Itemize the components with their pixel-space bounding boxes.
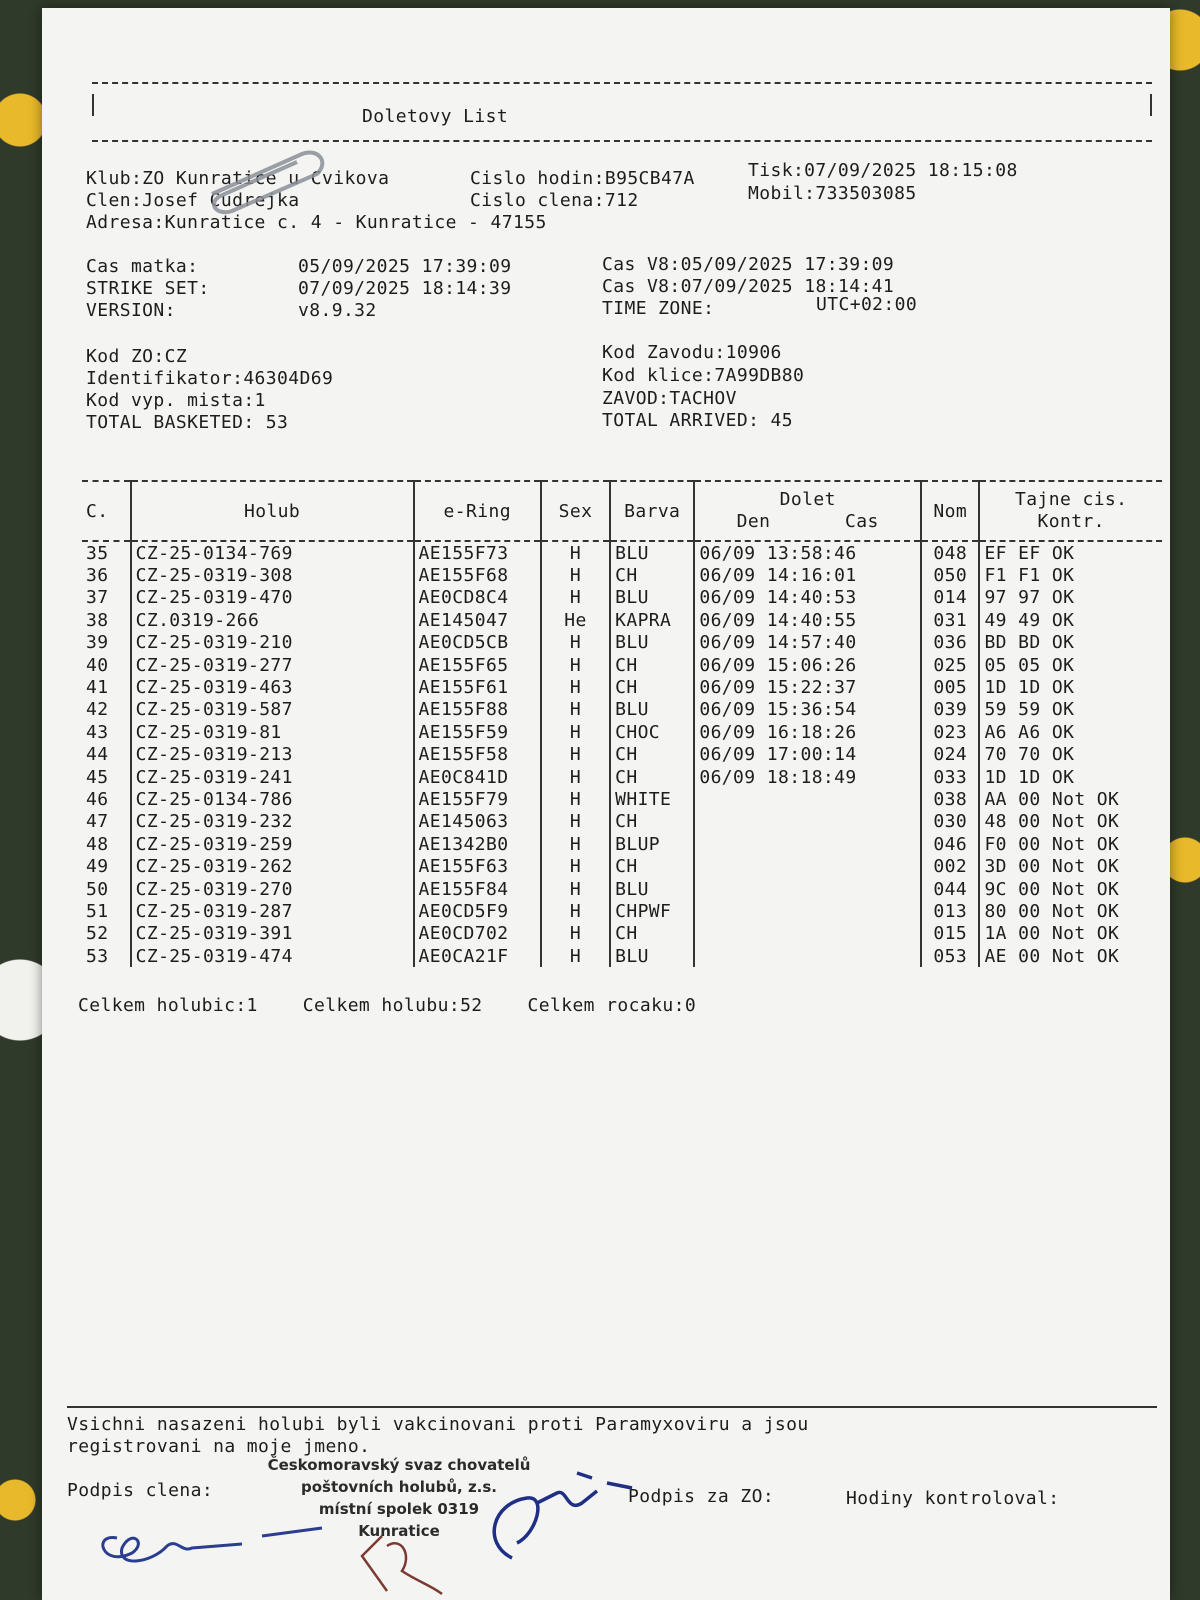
cas-matka-value: 05/09/2025 17:39:09 [298, 256, 512, 277]
cell-holub: CZ-25-0319-241 [131, 766, 414, 788]
cell-dolet [694, 900, 921, 922]
cell-nom: 046 [921, 833, 979, 855]
col-header-c: C. [82, 481, 131, 541]
vaccination-statement-line2: registrovani na moje jmeno. [67, 1436, 371, 1457]
cell-nom: 038 [921, 788, 979, 810]
total-arrived: TOTAL ARRIVED: 45 [602, 410, 794, 431]
cell-barva: KAPRA [610, 609, 694, 631]
strike-set-value: 07/09/2025 18:14:39 [298, 278, 512, 299]
cell-dolet: 06/09 16:18:26 [694, 721, 921, 743]
cell-ering: AE0CD5CB [414, 632, 541, 654]
cell-c: 51 [86, 900, 109, 922]
cell-barva: CH [610, 744, 694, 766]
cell-c: 53 [86, 945, 109, 967]
cell-ering: AE0CD5F9 [414, 900, 541, 922]
col-header-nom: Nom [921, 481, 979, 541]
cell-dolet: 06/09 13:58:46 [694, 541, 921, 564]
cell-dolet [694, 878, 921, 900]
cell-barva: CHOC [610, 721, 694, 743]
table-row [82, 811, 1162, 833]
cell-dolet [694, 855, 921, 877]
table-row [82, 676, 1162, 698]
cell-barva: CHPWF [610, 900, 694, 922]
cell-ering: AE1342B0 [414, 833, 541, 855]
cell-dolet: 06/09 15:06:26 [694, 654, 921, 676]
cell-sex: H [541, 788, 610, 810]
cell-holub: CZ-25-0319-470 [131, 587, 414, 609]
cell-barva: CH [610, 923, 694, 945]
cell-c: 47 [86, 811, 109, 833]
cell-tajne: 49 49 OK [979, 609, 1162, 631]
cell-nom: 039 [921, 699, 979, 721]
cell-nom: 030 [921, 811, 979, 833]
table-row [82, 632, 1162, 654]
cell-barva: WHITE [610, 788, 694, 810]
cell-tajne: AE 00 Not OK [979, 945, 1162, 967]
cell-tajne: 1A 00 Not OK [979, 923, 1162, 945]
table-row [82, 855, 1162, 877]
cell-tajne: 9C 00 Not OK [979, 878, 1162, 900]
cell-ering: AE155F73 [414, 541, 541, 564]
table-row [82, 699, 1162, 721]
cell-sex: H [541, 632, 610, 654]
col-header-ering: e-Ring [414, 481, 541, 541]
cell-sex: H [541, 721, 610, 743]
club-signature-label: Podpis za ZO: [628, 1486, 775, 1507]
kod-klice: Kod klice:7A99DB80 [602, 365, 805, 386]
cell-c: 43 [86, 721, 109, 743]
cell-nom: 023 [921, 721, 979, 743]
cell-c: 45 [86, 766, 109, 788]
kod-zavodu: Kod Zavodu:10906 [602, 342, 782, 363]
table-row [82, 587, 1162, 609]
cell-holub: CZ-25-0319-308 [131, 564, 414, 586]
cell-tajne: BD BD OK [979, 632, 1162, 654]
document-page [42, 8, 1170, 1600]
cell-c: 50 [86, 878, 109, 900]
table-row [82, 788, 1162, 810]
col-header-tajne [979, 481, 1162, 541]
cell-ering: AE155F79 [414, 788, 541, 810]
cell-ering: AE0C841D [414, 766, 541, 788]
cell-tajne: 59 59 OK [979, 699, 1162, 721]
cell-ering: AE145063 [414, 811, 541, 833]
cell-sex: H [541, 744, 610, 766]
cell-holub: CZ-25-0319-210 [131, 632, 414, 654]
cell-barva: CH [610, 766, 694, 788]
club-signature [457, 1463, 637, 1573]
zavod: ZAVOD:TACHOV [602, 388, 737, 409]
table-row [82, 945, 1162, 967]
cell-tajne: F1 F1 OK [979, 564, 1162, 586]
cell-ering: AE155F63 [414, 855, 541, 877]
table-row [82, 833, 1162, 855]
cell-ering: AE155F59 [414, 721, 541, 743]
cell-holub: CZ-25-0319-391 [131, 923, 414, 945]
cell-c: 37 [86, 587, 109, 609]
time-zone-value: UTC+02:00 [816, 294, 918, 315]
cas-v8-start: Cas V8:05/09/2025 17:39:09 [602, 254, 895, 275]
cell-nom: 025 [921, 654, 979, 676]
cell-nom: 044 [921, 878, 979, 900]
cell-nom: 013 [921, 900, 979, 922]
cell-holub: CZ.0319-266 [131, 609, 414, 631]
cell-c: 41 [86, 677, 109, 699]
cell-holub: CZ-25-0319-262 [131, 855, 414, 877]
cell-barva: CH [610, 811, 694, 833]
cell-c: 46 [86, 788, 109, 810]
cell-nom: 033 [921, 766, 979, 788]
cell-sex: H [541, 945, 610, 967]
mobile: Mobil:733503085 [748, 183, 917, 204]
cell-dolet [694, 923, 921, 945]
cell-sex: H [541, 564, 610, 586]
cell-holub: CZ-25-0134-786 [131, 788, 414, 810]
clock-number: Cislo hodin:B95CB47A [470, 168, 695, 189]
total-holubu: Celkem holubu:52 [302, 995, 483, 1016]
footer-divider [67, 1406, 1157, 1408]
cell-holub: CZ-25-0319-587 [131, 699, 414, 721]
cell-nom: 050 [921, 564, 979, 586]
cell-ering: AE0CD702 [414, 923, 541, 945]
cell-c: 36 [86, 565, 109, 587]
cell-ering: AE155F58 [414, 744, 541, 766]
cell-tajne: 3D 00 Not OK [979, 855, 1162, 877]
cell-c: 52 [86, 923, 109, 945]
cell-barva: CH [610, 654, 694, 676]
cell-nom: 015 [921, 923, 979, 945]
cell-sex: H [541, 676, 610, 698]
table-row [82, 721, 1162, 743]
cell-holub: CZ-25-0134-769 [131, 541, 414, 564]
kod-vyp-mista: Kod vyp. mista:1 [86, 390, 266, 411]
document-title: Doletovy List [362, 106, 509, 127]
cell-c: 44 [86, 744, 109, 766]
cell-barva: BLU [610, 587, 694, 609]
table-header-row [82, 481, 1162, 541]
table-row [82, 900, 1162, 922]
print-time: Tisk:07/09/2025 18:15:08 [748, 160, 1018, 181]
member-line: Clen:Josef Cudrejka [86, 190, 300, 211]
cas-matka-label: Cas matka: [86, 256, 199, 277]
cell-dolet: 06/09 15:36:54 [694, 699, 921, 721]
cas-label: Cas [845, 511, 879, 532]
cell-sex: He [541, 609, 610, 631]
total-basketed: TOTAL BASKETED: 53 [86, 412, 289, 433]
totals-line [78, 995, 696, 1016]
cell-tajne: AA 00 Not OK [979, 788, 1162, 810]
cell-tajne: 80 00 Not OK [979, 900, 1162, 922]
cell-sex: H [541, 654, 610, 676]
cell-tajne: 48 00 Not OK [979, 811, 1162, 833]
cell-ering: AE155F88 [414, 699, 541, 721]
cell-sex: H [541, 878, 610, 900]
cell-tajne: 1D 1D OK [979, 766, 1162, 788]
cell-tajne: 70 70 OK [979, 744, 1162, 766]
den-label: Den [736, 511, 771, 532]
address-line: Adresa:Kunratice c. 4 - Kunratice - 47155 [86, 212, 547, 233]
cas-v8-end: Cas V8:07/09/2025 18:14:41 [602, 276, 895, 297]
tajne-label: Tajne cis. [1015, 489, 1128, 510]
cell-sex: H [541, 541, 610, 564]
cell-barva: CH [610, 564, 694, 586]
clock-checked-label: Hodiny kontroloval: [846, 1488, 1060, 1509]
cell-holub: CZ-25-0319-81 [131, 721, 414, 743]
cell-holub: CZ-25-0319-270 [131, 878, 414, 900]
member-number: Cislo clena:712 [470, 190, 639, 211]
kontr-label: Kontr. [1037, 511, 1105, 532]
cell-ering: AE155F84 [414, 878, 541, 900]
cell-barva: BLU [610, 541, 694, 564]
total-holubic: Celkem holubic:1 [78, 995, 258, 1016]
cell-dolet: 06/09 14:40:53 [694, 587, 921, 609]
club-stamp: Českomoravský svaz chovatelů poštovních holubů, z.s. místní spolek 0319 Kunratice [267, 1456, 531, 1540]
cell-holub: CZ-25-0319-463 [131, 676, 414, 698]
cell-c: 40 [86, 654, 109, 676]
cell-holub: CZ-25-0319-277 [131, 654, 414, 676]
cell-sex: H [541, 923, 610, 945]
cell-holub: CZ-25-0319-259 [131, 833, 414, 855]
cell-ering: AE0CD8C4 [414, 587, 541, 609]
table-row [82, 564, 1162, 586]
cell-barva: CH [610, 676, 694, 698]
club-line: Klub:ZO Kunratice u Cvikova [86, 168, 390, 189]
col-header-dolet [694, 481, 921, 541]
cell-nom: 005 [921, 676, 979, 698]
cell-barva: BLU [610, 878, 694, 900]
table-row [82, 878, 1162, 900]
cell-tajne: F0 00 Not OK [979, 833, 1162, 855]
table-row [82, 766, 1162, 788]
cell-c: 38 [86, 609, 109, 631]
title-box [92, 82, 1152, 142]
time-zone-label: TIME ZONE: [602, 298, 715, 319]
cell-nom: 014 [921, 587, 979, 609]
cell-dolet: 06/09 14:16:01 [694, 564, 921, 586]
cell-sex: H [541, 811, 610, 833]
cell-holub: CZ-25-0319-474 [131, 945, 414, 967]
cell-holub: CZ-25-0319-213 [131, 744, 414, 766]
cell-dolet [694, 811, 921, 833]
cell-dolet: 06/09 14:40:55 [694, 609, 921, 631]
stamp-signature [342, 1486, 462, 1596]
table-row [82, 923, 1162, 945]
cell-holub: CZ-25-0319-287 [131, 900, 414, 922]
cell-dolet: 06/09 17:00:14 [694, 744, 921, 766]
version-label: VERSION: [86, 300, 176, 321]
cell-nom: 002 [921, 855, 979, 877]
kod-zo: Kod ZO:CZ [86, 346, 188, 367]
cell-sex: H [541, 587, 610, 609]
cell-tajne: A6 A6 OK [979, 721, 1162, 743]
cell-c: 48 [86, 833, 109, 855]
cell-nom: 031 [921, 609, 979, 631]
cell-sex: H [541, 699, 610, 721]
cell-tajne: 1D 1D OK [979, 676, 1162, 698]
cell-nom: 036 [921, 632, 979, 654]
table-row [82, 609, 1162, 631]
member-signature [92, 1508, 332, 1578]
cell-c: 42 [86, 699, 109, 721]
cell-nom: 048 [921, 541, 979, 564]
table-row [82, 744, 1162, 766]
cell-tajne: EF EF OK [979, 541, 1162, 564]
member-signature-label: Podpis clena: [67, 1480, 214, 1501]
cell-dolet [694, 788, 921, 810]
col-header-sex: Sex [541, 481, 610, 541]
cell-ering: AE155F65 [414, 654, 541, 676]
cell-dolet [694, 945, 921, 967]
cell-barva: BLU [610, 632, 694, 654]
table-row [82, 654, 1162, 676]
cell-ering: AE155F61 [414, 676, 541, 698]
cell-dolet [694, 833, 921, 855]
cell-tajne: 05 05 OK [979, 654, 1162, 676]
cell-c: 35 [86, 542, 109, 564]
cell-sex: H [541, 766, 610, 788]
cell-dolet: 06/09 18:18:49 [694, 766, 921, 788]
cell-nom: 053 [921, 945, 979, 967]
vaccination-statement-line1: Vsichni nasazeni holubi byli vakcinovani proti Paramyxoviru a jsou [67, 1414, 809, 1435]
cell-sex: H [541, 833, 610, 855]
cell-barva: BLUP [610, 833, 694, 855]
cell-sex: H [541, 900, 610, 922]
cell-c: 49 [86, 856, 109, 878]
paperclip-icon [192, 146, 332, 216]
cell-ering: AE0CA21F [414, 945, 541, 967]
cell-barva: BLU [610, 699, 694, 721]
cell-ering: AE145047 [414, 609, 541, 631]
cell-holub: CZ-25-0319-232 [131, 811, 414, 833]
cell-dolet: 06/09 15:22:37 [694, 676, 921, 698]
cell-nom: 024 [921, 744, 979, 766]
cell-sex: H [541, 855, 610, 877]
cell-dolet: 06/09 14:57:40 [694, 632, 921, 654]
col-header-barva: Barva [610, 481, 694, 541]
results-table [82, 480, 1162, 967]
cell-tajne: 97 97 OK [979, 587, 1162, 609]
cell-c: 39 [86, 632, 109, 654]
cell-ering: AE155F68 [414, 564, 541, 586]
identifikator: Identifikator:46304D69 [86, 368, 334, 389]
strike-set-label: STRIKE SET: [86, 278, 210, 299]
table-row [82, 541, 1162, 564]
cell-barva: CH [610, 855, 694, 877]
cell-barva: BLU [610, 945, 694, 967]
dolet-label: Dolet [779, 489, 836, 510]
version-value: v8.9.32 [298, 300, 377, 321]
total-rocaku: Celkem rocaku:0 [527, 995, 697, 1016]
col-header-holub: Holub [131, 481, 414, 541]
